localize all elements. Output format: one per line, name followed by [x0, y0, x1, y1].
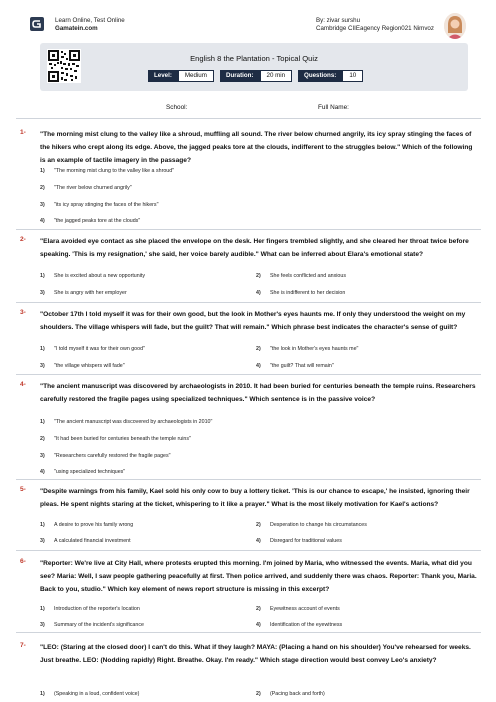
divider [16, 374, 481, 375]
question-text: "LEO: (Staring at the closed door) I can't do this. What if they laugh? MAYA: (Placing a hand on his shoulder) You've rehearsed for weeks. Just breathe. LEO: (Nodding rapidly) Right. Breathe. Okay. I'm ready." Which stage direction would best convey Leo's anxiety? [40, 644, 471, 664]
option[interactable]: 1) She is excited about a new opportunity [40, 273, 145, 279]
questions-value: 10 [342, 70, 363, 82]
divider [16, 479, 481, 480]
duration-pill [220, 70, 292, 82]
questions-pill [298, 70, 363, 82]
question-1 [16, 128, 481, 228]
option[interactable]: 2) (Pacing back and forth) [256, 691, 325, 697]
question-text: "The ancient manuscript was discovered by archaeologists in 2010. It had been buried for centuries beneath the temple ruins. Researchers carefully restored the fragile pages using specialized techniques." Which sentence is in the passive voice? [40, 383, 476, 403]
question-6 [16, 557, 481, 629]
duration-label: Duration: [220, 70, 260, 82]
question-number: 3- [20, 309, 26, 316]
option[interactable]: 3) Summary of the incident's significance [40, 622, 144, 628]
question-4 [16, 380, 481, 480]
option[interactable]: 3) "the village whispers will fade" [40, 363, 125, 369]
question-text: "Despite warnings from his family, Kael sold his only cow to buy a lottery ticket. 'This is our chance to escape,' he insisted, ignoring their pleas. He spent nights staring at the ticket, whispering to it like a prayer." What is the most likely motivation for Kael's actions? [40, 488, 470, 508]
option[interactable]: 2) "It had been buried for centuries beneath the temple ruins" [40, 436, 191, 442]
question-7 [16, 641, 481, 702]
option[interactable]: 4) She is indifferent to her decision [256, 290, 346, 296]
duration-value: 20 min [260, 70, 293, 82]
quiz-title: English 8 the Plantation - Topical Quiz [190, 54, 318, 63]
avatar [444, 13, 466, 39]
option[interactable]: 2) Eyewitness account of events [256, 606, 340, 612]
level-pill [148, 70, 214, 82]
option[interactable]: 4) "using specialized techniques" [40, 469, 126, 475]
option[interactable]: 3) She is angry with her employer [40, 290, 127, 296]
question-text: "Elara avoided eye contact as she placed the envelope on the desk. Her fingers trembled slightly, and she cleared her throat twice before speaking. 'This is my resignation,' she said, her voice barely audible." What can be inferred about Elara's emotional state? [40, 238, 469, 258]
question-2 [16, 235, 481, 303]
option[interactable]: 2) She feels conflicted and anxious [256, 273, 346, 279]
divider [16, 118, 481, 119]
option[interactable]: 4) "the jagged peaks tore at the clouds" [40, 218, 141, 224]
author-info [316, 17, 434, 33]
option[interactable]: 3) "Researchers carefully restored the fragile pages" [40, 453, 171, 459]
option[interactable]: 2) Desperation to change his circumstances [256, 522, 367, 528]
page-header [0, 0, 496, 44]
question-number: 5- [20, 486, 26, 493]
divider [16, 302, 481, 303]
question-text: "The morning mist clung to the valley like a shroud, muffling all sound. The river below churned angrily, its icy spray stinging the faces of the hikers who crept along its edge. Above, the jagged peaks tore at the clouds, indifferent to the struggles below." Which of the following is an example of tactile imagery in the passage? [40, 131, 473, 164]
question-number: 1- [20, 129, 26, 136]
logo-icon [30, 17, 44, 31]
question-3 [16, 308, 481, 376]
option[interactable]: 1) "I told myself it was for their own good" [40, 346, 145, 352]
option[interactable]: 1) (Speaking in a loud, confident voice) [40, 691, 140, 697]
option[interactable]: 2) "the look in Mother's eyes haunts me" [256, 346, 359, 352]
author-name: By: zivar surshu [316, 17, 361, 24]
brand-site: Gamatein.com [55, 25, 98, 32]
quiz-banner [40, 43, 468, 91]
question-text: "Reporter: We're live at City Hall, where protests erupted this morning. I'm joined by Maria, who witnessed the events. Maria, what did you see? Maria: Well, I saw people gathering peacefully at first. Then police arrived, and suddenly there was chaos. Reporter: Thank you, Maria. Back to you, studio." Which key element of news report structure is missing in this excerpt? [40, 560, 477, 593]
option[interactable]: 4) Disregard for traditional values [256, 538, 342, 544]
brand-tagline: Learn Online, Test Online [55, 17, 125, 24]
school-label: School: [166, 104, 188, 111]
option[interactable]: 3) "its icy spray stinging the faces of the hikers" [40, 202, 159, 208]
question-number: 6- [20, 558, 26, 565]
option[interactable]: 1) "The morning mist clung to the valley like a shroud" [40, 168, 175, 174]
option[interactable]: 3) A calculated financial investment [40, 538, 131, 544]
divider [16, 632, 481, 633]
option[interactable]: 4) Identification of the eyewitness [256, 622, 343, 628]
option[interactable]: 1) "The ancient manuscript was discovered by archaeologists in 2010" [40, 419, 213, 425]
option[interactable]: 1) Introduction of the reporter's location [40, 606, 140, 612]
questions-label: Questions: [298, 70, 342, 82]
option[interactable]: 4) "the guilt? That will remain" [256, 363, 334, 369]
level-label: Level: [148, 70, 178, 82]
question-number: 2- [20, 236, 26, 243]
divider [16, 550, 481, 551]
author-org: Cambridge CIIEagency Region021 Nimvoz [316, 25, 434, 32]
option[interactable]: 1) A desire to prove his family wrong [40, 522, 134, 528]
question-number: 4- [20, 381, 26, 388]
question-number: 7- [20, 642, 26, 649]
question-5 [16, 485, 481, 551]
question-text: "October 17th I told myself it was for their own good, but the look in Mother's eyes haunts me. If only they understood the weight on my shoulders. The village whispers will fade, but the guilt? That will remain." Which phrase best indicates the character's sense of guilt? [40, 311, 466, 331]
divider [16, 229, 481, 230]
fullname-label: Full Name: [318, 104, 349, 111]
option[interactable]: 2) "The river below churned angrily" [40, 185, 132, 191]
level-value: Medium [178, 70, 214, 82]
brand-text [55, 17, 125, 33]
